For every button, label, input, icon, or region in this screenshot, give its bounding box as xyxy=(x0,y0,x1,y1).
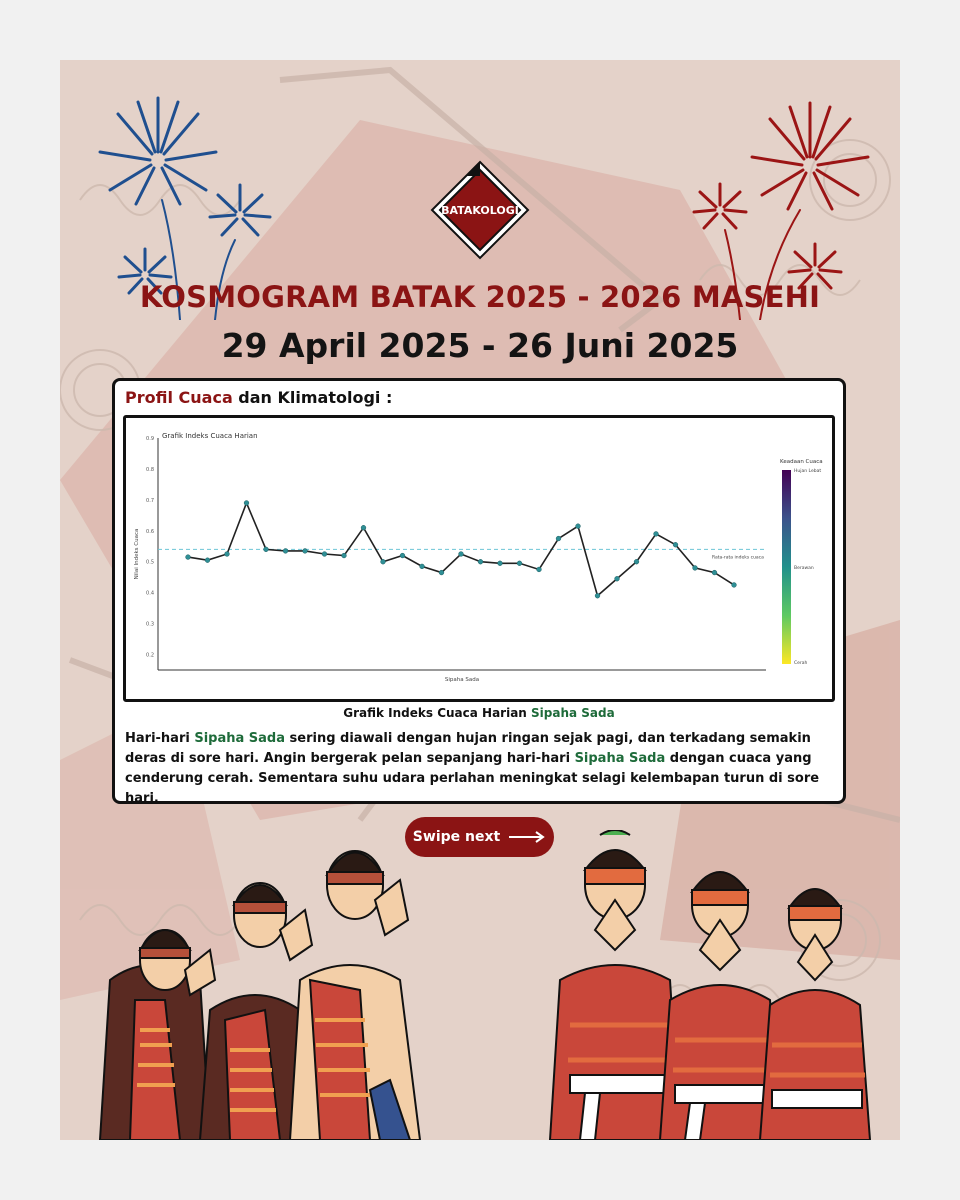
data-point xyxy=(186,555,191,560)
data-point xyxy=(615,576,620,581)
data-point xyxy=(342,553,347,558)
reference-line-label: Rata-rata indeks cuaca xyxy=(712,555,764,561)
data-point xyxy=(322,552,327,557)
batakologi-logo xyxy=(430,160,530,260)
chart-caption xyxy=(115,706,843,720)
data-point xyxy=(205,558,210,563)
card-heading-accent: Profil Cuaca xyxy=(125,388,233,407)
colorbar-label: Hujan Lebat xyxy=(794,469,822,474)
data-point xyxy=(576,524,581,529)
x-axis-label: Sipaha Sada xyxy=(444,677,480,683)
colorbar-title: Keadaan Cuaca xyxy=(780,459,823,465)
paragraph-text: Hari-hari xyxy=(125,731,195,746)
data-point xyxy=(439,570,444,575)
data-point xyxy=(420,564,425,569)
card-heading-rest: dan Klimatologi : xyxy=(232,388,393,407)
weather-index-chart xyxy=(126,418,832,699)
paragraph-text: sering diawali dengan hujan ringan sejak pagi, dan terkadang semakin deras di sore hari. Angin bergerak pelan sepanjang hari-hari xyxy=(125,731,811,766)
y-tick-label: 0.8 xyxy=(146,466,154,473)
data-point xyxy=(537,567,542,572)
colorbar xyxy=(782,470,791,664)
caption-highlight: Sipaha Sada xyxy=(531,706,615,720)
data-point xyxy=(634,559,639,564)
y-axis-label: Nilai Indeks Cuaca xyxy=(134,528,140,580)
swipe-label: Swipe next xyxy=(412,829,501,845)
data-point xyxy=(556,536,561,541)
chart-title: Grafik Indeks Cuaca Harian xyxy=(162,432,258,440)
data-point xyxy=(595,593,600,598)
caption-prefix: Grafik Indeks Cuaca Harian xyxy=(343,706,532,720)
y-tick-label: 0.7 xyxy=(146,497,154,504)
data-point xyxy=(517,561,522,566)
data-point xyxy=(712,570,717,575)
batak-men-illustration xyxy=(90,830,440,1140)
data-point xyxy=(361,525,366,530)
weather-card xyxy=(112,378,846,804)
colorbar-label: Cerah xyxy=(794,661,808,666)
data-point xyxy=(283,549,288,554)
logo-text-b: OLOGI xyxy=(480,204,519,217)
y-tick-label: 0.4 xyxy=(146,590,154,597)
y-tick-label: 0.9 xyxy=(146,436,154,442)
data-point xyxy=(478,559,483,564)
data-point xyxy=(459,552,464,557)
data-point xyxy=(673,542,678,547)
paragraph-text: dengan cuaca yang cenderung cerah. Sementara suhu udara perlahan meningkat selagi kelembapan turun di sore hari. xyxy=(125,751,820,806)
y-tick-label: 0.3 xyxy=(146,621,154,628)
data-point xyxy=(303,549,308,554)
highlight-text: Sipaha Sada xyxy=(194,731,286,746)
data-point xyxy=(400,553,405,558)
data-point xyxy=(732,583,737,588)
poster xyxy=(60,60,900,1140)
data-point xyxy=(244,501,249,506)
colorbar-label: Berawan xyxy=(794,566,814,571)
svg-text:BATAKOLOGI xyxy=(441,204,519,217)
data-point xyxy=(381,559,386,564)
page-title: KOSMOGRAM BATAK 2025 - 2026 MASEHI xyxy=(139,280,821,314)
card-heading xyxy=(125,388,392,407)
data-point xyxy=(693,566,698,571)
weather-description xyxy=(125,729,837,809)
data-point xyxy=(654,531,659,536)
data-point xyxy=(264,547,269,552)
logo-text-a: BATAK xyxy=(441,204,481,217)
y-tick-label: 0.6 xyxy=(146,528,154,535)
data-point xyxy=(225,552,230,557)
chart-frame xyxy=(123,415,835,702)
data-point xyxy=(498,561,503,566)
date-range: 29 April 2025 - 26 Juni 2025 xyxy=(221,326,739,365)
y-tick-label: 0.5 xyxy=(146,559,154,566)
y-tick-label: 0.2 xyxy=(146,652,154,659)
batak-women-illustration xyxy=(540,830,880,1140)
highlight-text: Sipaha Sada xyxy=(574,751,666,766)
